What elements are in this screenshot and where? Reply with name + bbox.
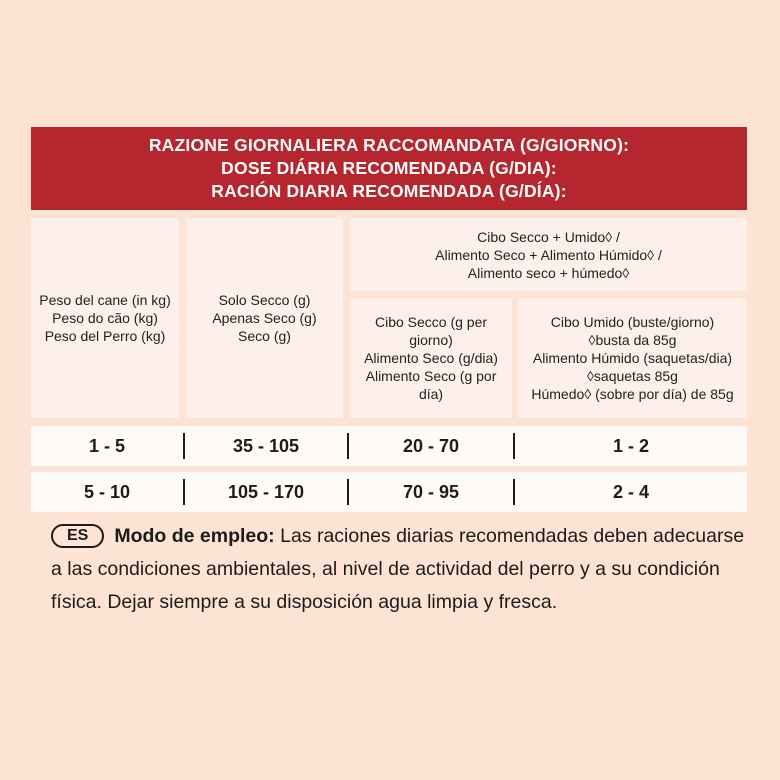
header-mixed	[350, 218, 747, 291]
table-row	[31, 472, 747, 512]
cell-dry-only: 35 - 105	[232, 435, 300, 456]
header-mixed-dry-it: Cibo Secco (g per giorno)	[374, 314, 488, 348]
cell-mixed-wet: 1 - 2	[612, 435, 650, 456]
header-mixed-pt: Alimento Seco + Alimento Húmido◊ /	[435, 246, 662, 263]
header-mixed-dry-es: Alimento Seco (g por día)	[365, 368, 497, 402]
language-badge: ES	[51, 524, 104, 548]
header-dry-only-es: Seco (g)	[238, 328, 291, 344]
header-mixed-it: Cibo Secco + Umido◊ /	[477, 228, 620, 245]
header-mixed-dry-pt: Alimento Seco (g/dia)	[364, 350, 498, 366]
cell-weight: 5 - 10	[83, 481, 131, 502]
header-dry-only	[186, 218, 343, 418]
instructions-paragraph	[51, 520, 751, 619]
header-mixed-wet-es: Húmedo◊ (sobre por día) de 85g	[531, 386, 734, 402]
table-title-banner	[31, 127, 747, 210]
header-weight-pt: Peso do cão (kg)	[52, 310, 158, 326]
cell-mixed-wet: 2 - 4	[612, 481, 650, 502]
instructions-lead: Modo de empleo:	[114, 525, 275, 547]
header-mixed-es: Alimento seco + húmedo◊	[467, 264, 630, 281]
cell-mixed-dry: 70 - 95	[402, 481, 460, 502]
header-mixed-wet-pt: Alimento Húmido (saquetas/dia)	[532, 350, 733, 366]
header-mixed-wet	[518, 298, 747, 418]
header-weight	[31, 218, 179, 418]
title-portuguese: DOSE DIÁRIA RECOMENDADA (G/DIA):	[221, 158, 557, 178]
header-weight-it: Peso del cane (in kg)	[39, 292, 171, 308]
header-mixed-wet-it: Cibo Umido (buste/giorno)	[550, 314, 715, 330]
header-mixed-wet-it-note: ◊busta da 85g	[588, 332, 677, 348]
cell-dry-only: 105 - 170	[227, 481, 305, 502]
header-mixed-wet-pt-note: ◊saquetas 85g	[586, 368, 678, 384]
title-spanish: RACIÓN DIARIA RECOMENDADA (G/DÍA):	[211, 181, 567, 201]
cell-weight: 1 - 5	[88, 435, 126, 456]
title-italian: RAZIONE GIORNALIERA RACCOMANDATA (G/GIORNO):	[148, 135, 630, 155]
header-weight-es: Peso del Perro (kg)	[44, 328, 166, 344]
table-row	[31, 426, 747, 466]
header-mixed-dry	[350, 298, 512, 418]
header-dry-only-pt: Apenas Seco (g)	[212, 310, 317, 326]
cell-mixed-dry: 20 - 70	[402, 435, 460, 456]
instructions-text: Las raciones diarias recomendadas deben adecuarse a las condiciones ambientales, al nivel de actividad del perro y a su condición física. Dejar siempre a su disposición agua limpia y fresca.	[51, 525, 745, 613]
header-dry-only-it: Solo Secco (g)	[218, 292, 311, 308]
